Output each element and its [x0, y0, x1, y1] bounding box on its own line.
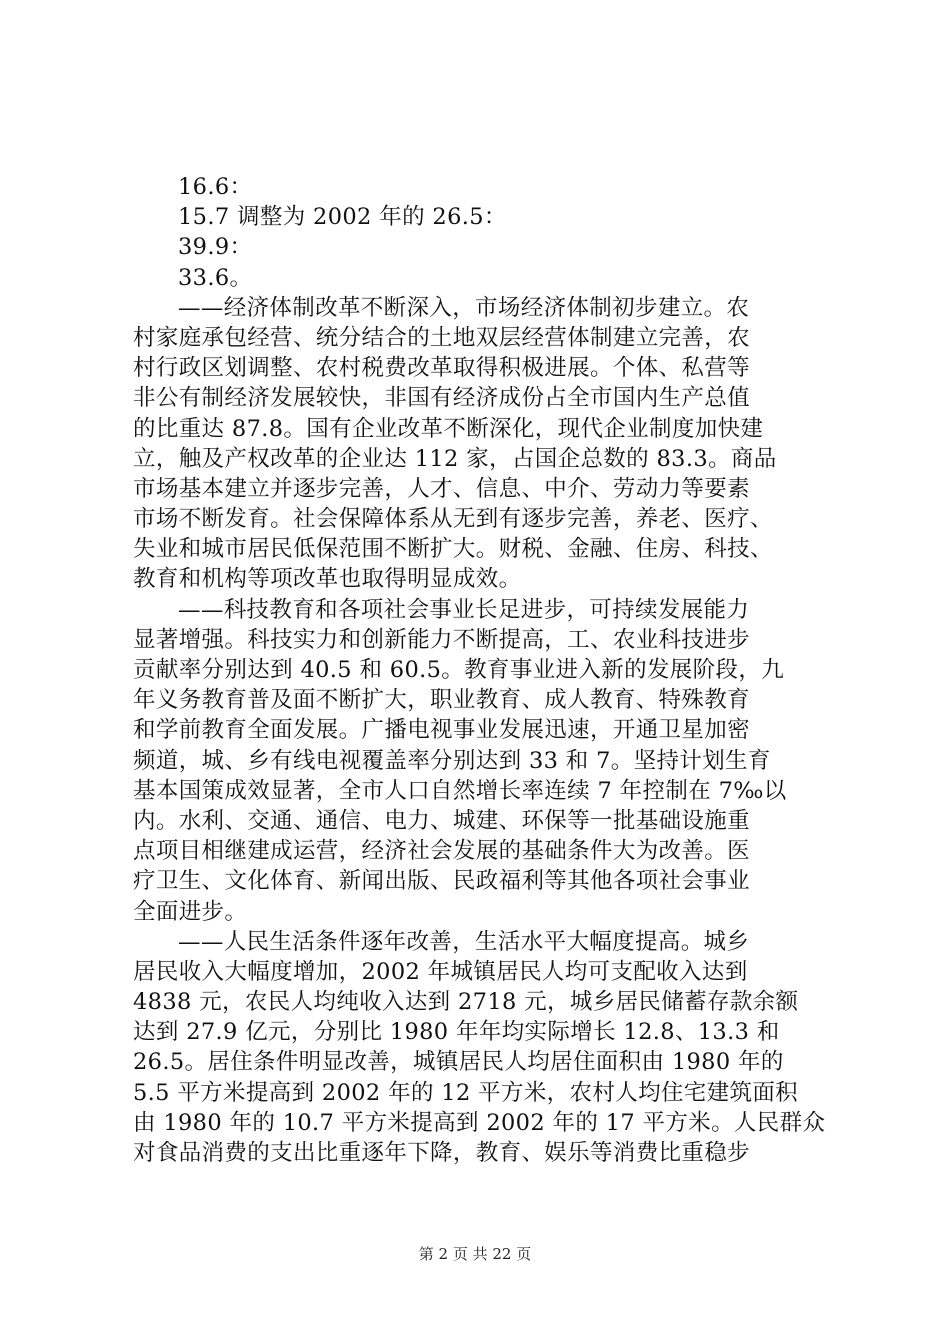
text-line: ——科技教育和各项社会事业长足进步，可持续发展能力: [178, 596, 750, 623]
text-line: 和学前教育全面发展。广播电视事业发展迅速，开通卫星加密: [133, 717, 750, 744]
page-footer: 第 2 页 共 22 页: [418, 1245, 532, 1263]
text-line: ——经济体制改革不断深入，市场经济体制初步建立。农: [178, 294, 750, 321]
text-line: 市场基本建立并逐步完善，人才、信息、中介、劳动力等要素: [133, 475, 750, 502]
text-line: 失业和城市居民低保范围不断扩大。财税、金融、住房、科技、: [133, 536, 773, 563]
text-line: 全面进步。: [133, 898, 248, 925]
text-line: 疗卫生、文化体育、新闻出版、民政福利等其他各项社会事业: [133, 868, 750, 895]
text-line: 村行政区划调整、农村税费改革取得积极进展。个体、私营等: [133, 355, 750, 382]
text-line: 居民收入大幅度增加，2002 年城镇居民人均可支配收入达到: [133, 958, 748, 985]
text-line: 39.9：: [178, 234, 253, 261]
text-line: 点项目相继建成运营，经济社会发展的基础条件大为改善。医: [133, 838, 750, 865]
text-line: 由 1980 年的 10.7 平方米提高到 2002 年的 17 平方米。人民群众: [133, 1109, 826, 1136]
text-line: 的比重达 87.8。国有企业改革不断深化，现代企业制度加快建: [133, 415, 764, 442]
text-line: 非公有制经济发展较快，非国有经济成份占全市国内生产总值: [133, 385, 750, 412]
text-line: 对食品消费的支出比重逐年下降，教育、娱乐等消费比重稳步: [133, 1140, 750, 1166]
text-line: 立，触及产权改革的企业达 112 家，占国企总数的 83.3。商品: [133, 445, 777, 472]
text-line: 显著增强。科技实力和创新能力不断提高，工、农业科技进步: [133, 626, 750, 653]
document-body: [133, 172, 833, 1168]
text-line: 基本国策成效显著，全市人口自然增长率连续 7 年控制在 7‰以: [133, 777, 787, 804]
text-line: 4838 元，农民人均纯收入达到 2718 元，城乡居民储蓄存款余额: [133, 989, 799, 1016]
text-line: 5.5 平方米提高到 2002 年的 12 平方米，农村人均住宅建筑面积: [133, 1079, 799, 1106]
text-line: 26.5。居住条件明显改善，城镇居民人均居住面积由 1980 年的: [133, 1049, 784, 1076]
text-line: ——人民生活条件逐年改善，生活水平大幅度提高。城乡: [178, 928, 750, 955]
text-line: 市场不断发育。社会保障体系从无到有逐步完善，养老、医疗、: [133, 506, 773, 533]
text-line: 15.7 调整为 2002 年的 26.5：: [178, 204, 507, 231]
text-line: 33.6。: [178, 264, 253, 291]
text-line: 达到 27.9 亿元，分别比 1980 年年均实际增长 12.8、13.3 和: [133, 1019, 780, 1046]
text-line: 教育和机构等项改革也取得明显成效。: [133, 566, 522, 593]
text-line: 内。水利、交通、通信、电力、城建、环保等一批基础设施重: [133, 807, 750, 834]
text-line: 频道，城、乡有线电视覆盖率分别达到 33 和 7。坚持计划生育: [133, 747, 771, 774]
text-line: 年义务教育普及面不断扩大，职业教育、成人教育、特殊教育: [133, 687, 750, 714]
text-line: 16.6：: [178, 174, 253, 200]
text-line: 村家庭承包经营、统分结合的土地双层经营体制建立完善，农: [133, 324, 750, 351]
text-line: 贡献率分别达到 40.5 和 60.5。教育事业进入新的发展阶段，九: [133, 657, 785, 683]
